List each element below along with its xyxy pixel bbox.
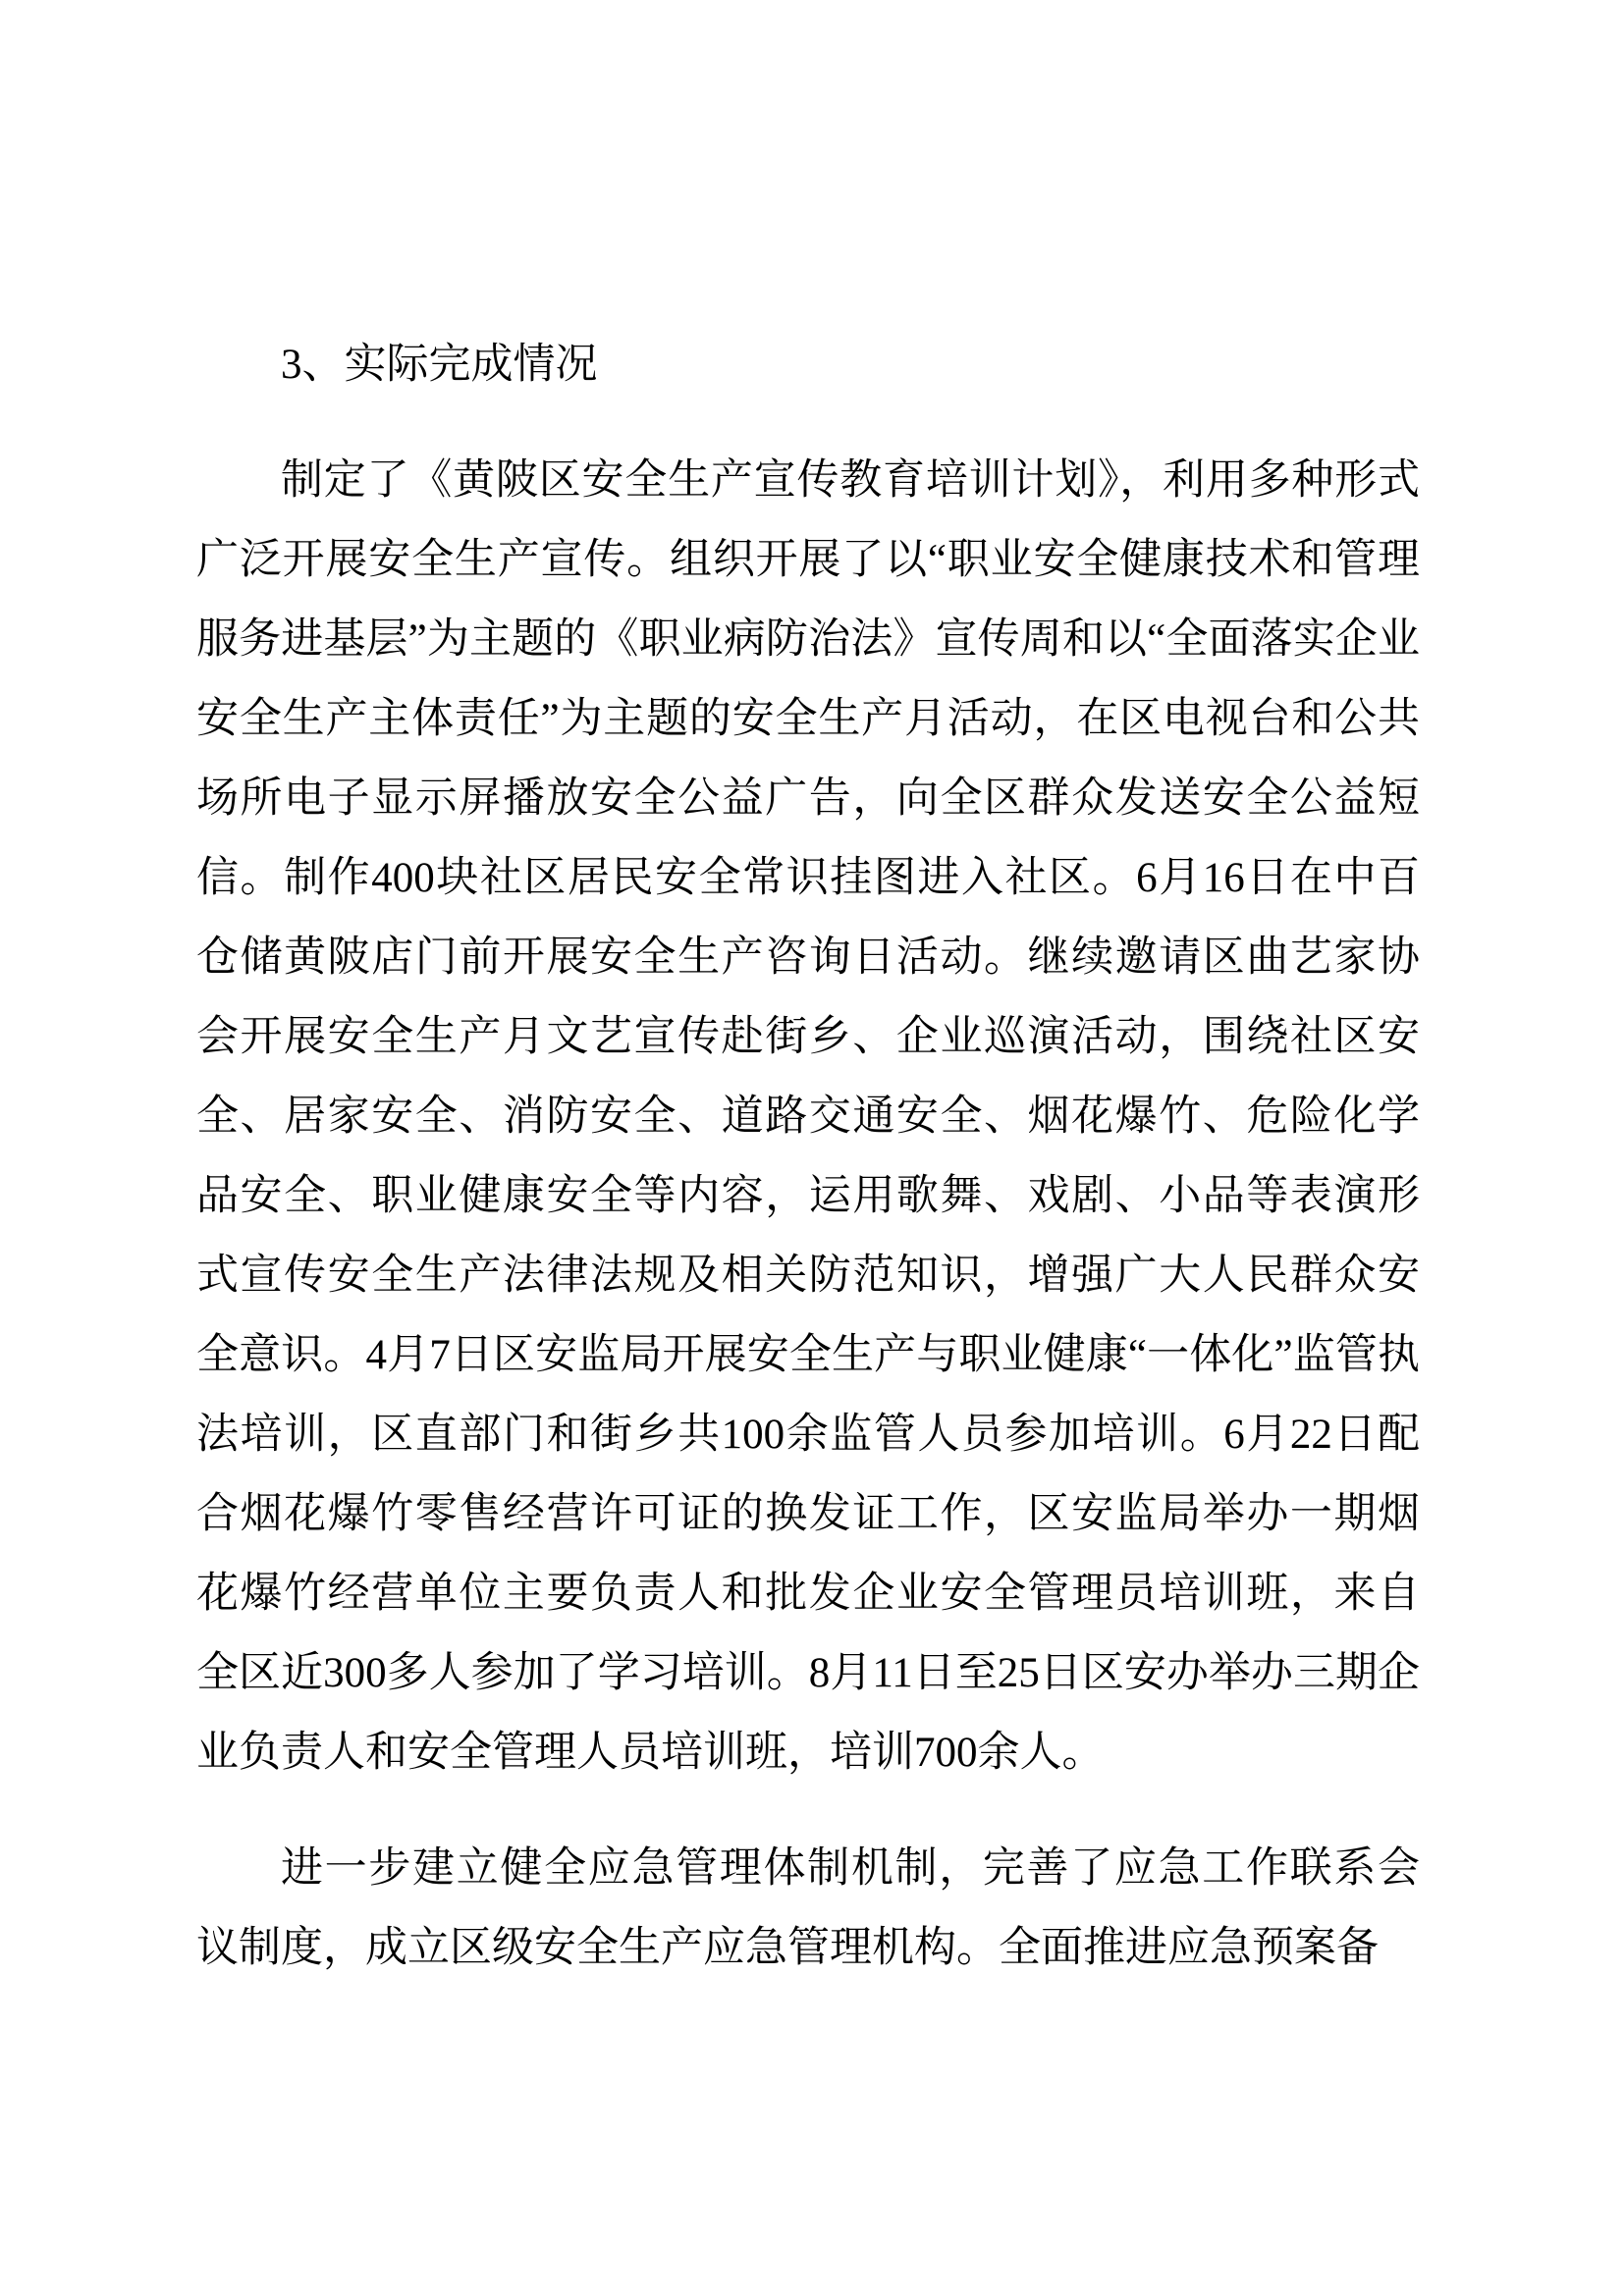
body-paragraph-1: 制定了《黄陂区安全生产宣传教育培训计划》，利用多种形式广泛开展安全生产宣传。组织开展了以“职业安全健康技术和管理服务进基层”为主题的《职业病防治法》宣传周和以“全面落实企业安全生产主体责任”为主题的安全生产月活动，在区电视台和公共场所电子显示屏播放安全公益广告，向全区群众发送安全公益短信。制作400块社区居民安全常识挂图进入社区。6月16日在中百仓储黄陂店门前开展安全生产咨询日活动。继续邀请区曲艺家协会开展安全生产月文艺宣传赴街乡、企业巡演活动，围绕社区安全、居家安全、消防安全、道路交通安全、烟花爆竹、危险化学品安全、职业健康安全等内容，运用歌舞、戏剧、小品等表演形式宣传安全生产法律法规及相关防范知识，增强广大人民群众安全意识。4月7日区安监局开展安全生产与职业健康“一体化”监管执法培训，区直部门和街乡共100余监管人员参加培训。6月22日配合烟花爆竹零售经营许可证的换发证工作，区安监局举办一期烟花爆竹经营单位主要负责人和批发企业安全管理员培训班，来自全区近300多人参加了学习培训。8月11日至25日区安办举办三期企业负责人和安全管理人员培训班，培训700余人。 (196, 457, 1420, 1776)
section-heading: 3、实际完成情况 (281, 342, 598, 388)
document-text-block (196, 325, 1420, 1988)
body-paragraph-2: 进一步建立健全应急管理体制机制，完善了应急工作联系会议制度，成立区级安全生产应急管理机构。全面推进应急预案备 (196, 1845, 1420, 1971)
